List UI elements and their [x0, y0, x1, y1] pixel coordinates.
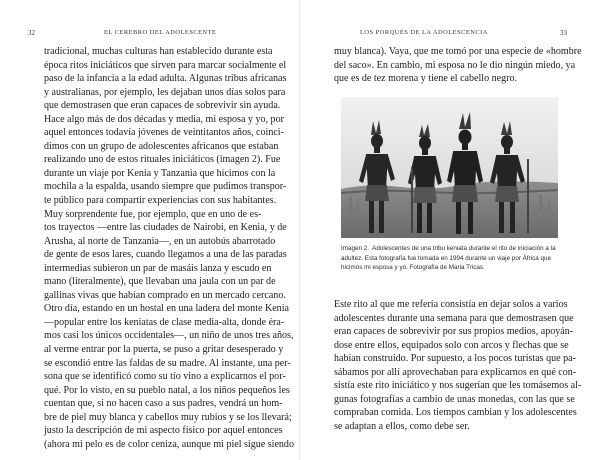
running-head: EL CEREBRO DEL ADOLESCENTE: [104, 29, 217, 36]
running-head: LOS PORQUÉS DE LA ADOLESCENCIA: [360, 29, 488, 36]
body-text-bottom: Este rito al que me refería consistía en dejar solos a varios adolescentes durante una semana para que demostrasen que eran capaces de sobrevivir por sus propios medios, apoyán- dose entre ellos, equipados solo con arcos y flechas que se habían construido. Por supuesto, a los pocos turistas que pa- sábamos por allí aprovechaban para explicarnos en qué con- sistía este rito iniciático y nos sugerían que les tomásemos al- gunas fotografías a cambio de unas monedas, con las que se compraban comida. Los tiempos cambian y los adolescentes se adaptan a ellos, como debe ser.: [334, 299, 582, 432]
page-number: 32: [28, 29, 35, 37]
right-page: [300, 0, 600, 460]
body-text-top: muy blanca). Vaya, que me tomó por una especie de «hombre del saco». En cambio, mi esposa no le dio ningún miedo, ya que es de tez morena y tiene el cabello negro.: [334, 46, 582, 85]
page-number: 33: [560, 29, 567, 37]
figure-photo: [341, 97, 558, 238]
body-text: tradicional, muchas culturas han establecido durante esta época ritos iniciáticos que sirven para marcar socialmente el paso de la infancia a la edad adulta. Algunas tribus africanas y australianas, por ejemplo, les dejaban unos días solos para que demostrasen que eran capaces de sobrevivir sin ayuda. Hace algo más de dos décadas y media, mi esposa y yo, por aquel entonces todavía jóvenes de veintitantos años, coinci- dimos con un grupo de adolescentes africanos que estaban realizando uno de estos rituales iniciáticos (imagen 2). Fue durante un viaje por Kenia y Tanzania que hicimos con la mochila a la espalda, usando siempre que pudimos transpor- te público para compartir experiencias con sus habitantes. Muy sorprendente fue, por ejemplo, que en uno de es- tos trayectos —entre las ciudades de Nairobi, en Kenia, y de Arusha, al norte de Tanzania—, en un autobús abarrotado de gente de esos lares, cuando llegamos a una de las paradas intermedias subieron un par de masáis lanza y escudo en mano (literalmente), que llevaban una jaula con un par de gallinas vivas que habían comprado en un mercado cercano. Otro día, estando en un hostal en una ladera del monte Kenia —popular entre los keniatas de clase media-alta, donde éra- mos casi los únicos occidentales—, un niño de unos tres años, al verme entrar por la puerta, se puso a gritar desesperado y se escondió entre las faldas de su madre. Al instante, una per- sona que se identificó como su tío vino a explicarnos el por- qué. Por lo visto, en su pueblo natal, a los niños pequeños les cuentan que, si no hacen caso a sus padres, vendrá un hom- bre de piel muy blanca y cabellos muy rubios y se los llevará; justo la descripción de mi aspecto físico por aquel entonces (ahora mi pelo es de color ceniza, aunque mi piel sigue siendo: [44, 46, 294, 450]
figure-caption: Imagen 2. Adolescentes de una tribu keniata durante el rito de iniciación a la adultez. Esta fotografía fue tomada en 1994 durante un viaje por África que hicimos mi esposa y yo. Fotografía de Maria Tricas.: [341, 245, 556, 272]
